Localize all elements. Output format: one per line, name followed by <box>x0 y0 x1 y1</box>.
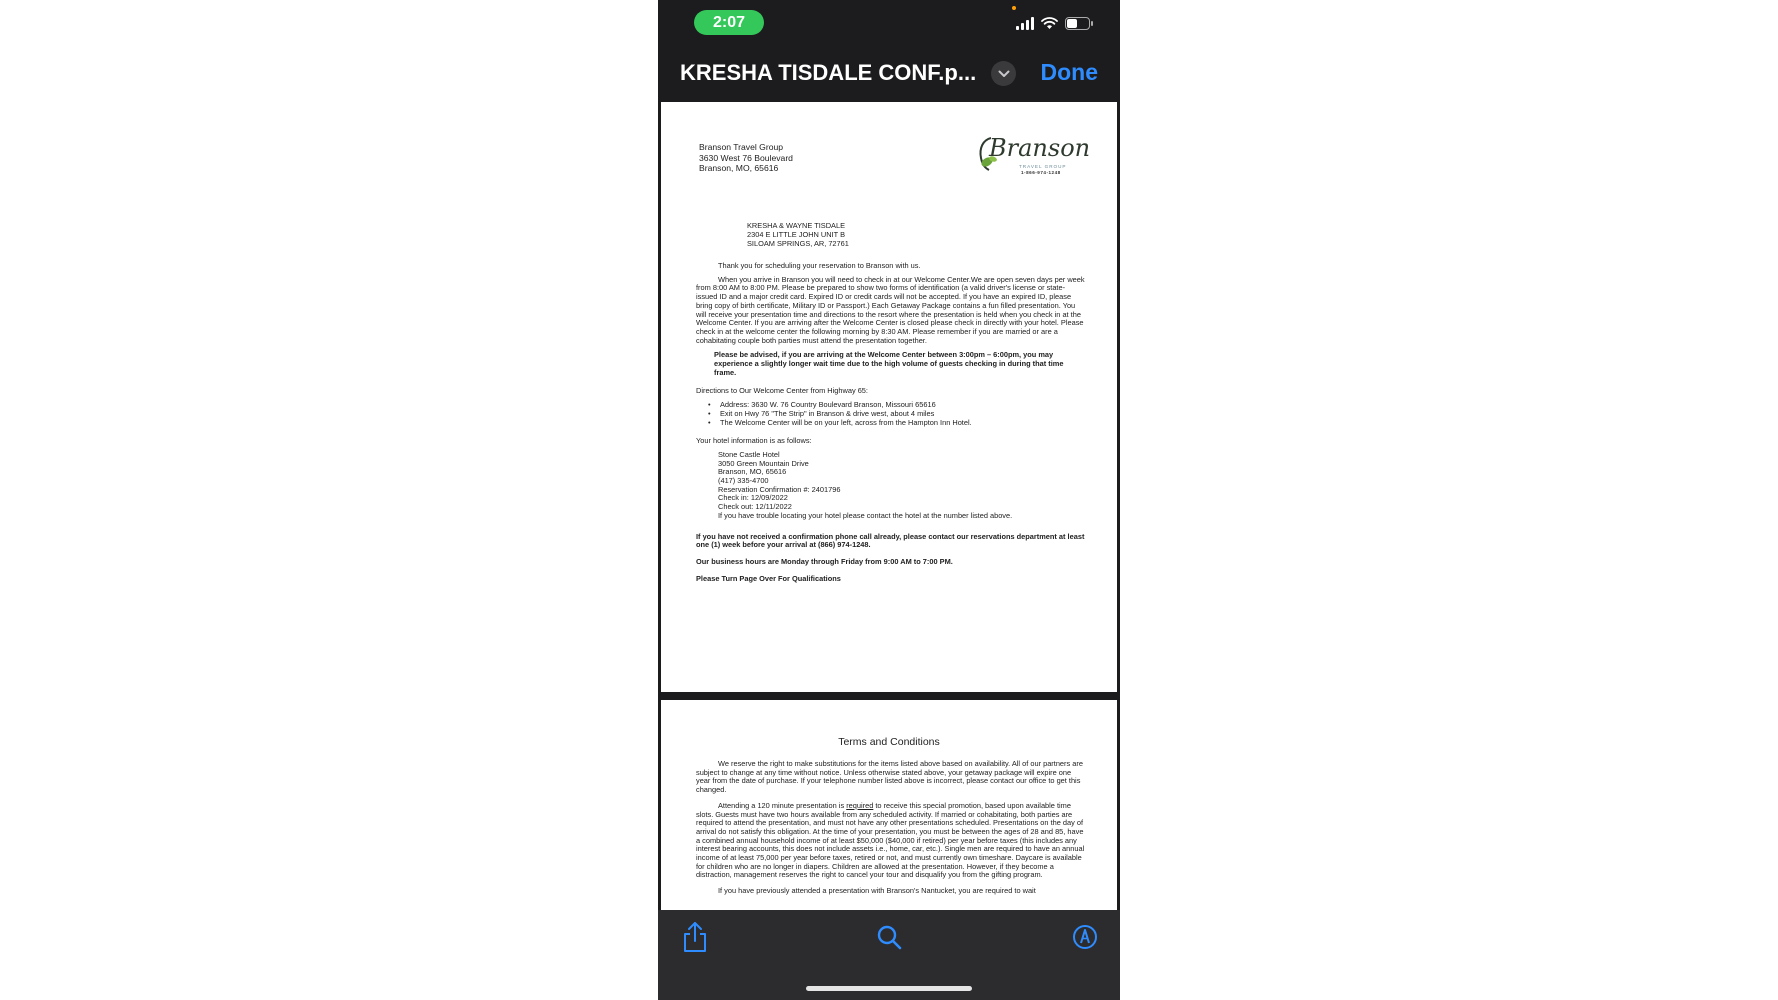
recipient-line: SILOAM SPRINGS, AR, 72761 <box>747 238 849 248</box>
status-bar <box>658 0 1120 44</box>
share-button[interactable] <box>678 920 712 954</box>
sender-address <box>699 142 793 174</box>
phone-screen <box>658 0 1120 1000</box>
sender-line: Branson Travel Group <box>699 142 784 152</box>
sender-line: Branson, MO, 65616 <box>699 163 779 173</box>
hotel-line: (417) 335-4700 <box>718 476 769 486</box>
hotel-line: Branson, MO, 65616 <box>718 467 787 477</box>
battery-icon <box>1065 17 1090 30</box>
hotel-info <box>696 451 1086 521</box>
wifi-icon <box>1041 17 1058 30</box>
letter-body <box>696 262 1086 588</box>
directions-item: • Exit on Hwy 76 "The Strip" in Branson & drive west, about 4 miles <box>708 410 1086 419</box>
confirmation-note: If you have not received a confirmation phone call already, please contact our reservations department at least one (1) week before your arrival at (866) 974-1248. <box>696 531 1085 550</box>
terms-text: Attending a 120 minute presentation is <box>718 800 847 810</box>
hotel-line: Stone Castle Hotel <box>718 449 780 459</box>
terms-paragraph: If you have previously attended a presentation with Branson's Nantucket, you are required to wait <box>718 886 1036 896</box>
logo-subtitle: TRAVEL GROUP <box>1019 164 1067 169</box>
nav-bar <box>658 52 1120 96</box>
cellular-signal-icon <box>1016 16 1034 30</box>
terms-body <box>696 760 1086 903</box>
terms-paragraph: We reserve the right to make substitutions for the items listed above based on availability. All of our partners are subject to change at any time without notice. Unless otherwise stated above, your getaway package will expire one year from the date of purchase. If your telephone number listed above is incorrect, please contact our office to get this changed. <box>696 759 1083 795</box>
terms-title: Terms and Conditions <box>838 736 940 748</box>
title-menu-button[interactable] <box>991 61 1016 86</box>
document-page-1[interactable] <box>661 102 1117 692</box>
advisory-paragraph: Please be advised, if you are arriving at the Welcome Center between 3:00pm – 6:00pm, you may experience a slightly longer wait time due to the high volume of guests checking in during that time frame. <box>714 350 1064 377</box>
directions-heading: Directions to Our Welcome Center from Highway 65: <box>696 386 868 396</box>
directions-item: • Address: 3630 W. 76 Country Boulevard Branson, Missouri 65616 <box>708 401 1086 410</box>
terms-text: to receive this special promotion, based upon available time slots. Guests must have two hours available from any scheduled activity. If married or cohabitating, both parties are required to attend the presentation, and must not have any other presentations scheduled. Presentations on the day of arrival do not satisfy this obligation. At the time of your presentation, you must be between the ages of 28 and 85, have a combined annual household income of at least $50,000 ($40,000 if retired) per year before taxes (this includes any interest bearing accounts, this does not include assets i.e., home, car, etc.). Single men are required to have an annual income of at least 75,000 per year before taxes, retired or not, and must currently own timeshare. Daycare is available for children who are no longer in diapers. Children are allowed at the presentation. However, if they become a distraction, management reserves the right to cancel your tour and disqualify you from the gifting program. <box>696 800 1085 880</box>
required-text: required <box>846 800 874 810</box>
directions-item: • The Welcome Center will be on your left, across from the Hampton Inn Hotel. <box>708 419 1086 428</box>
recipient-line: KRESHA & WAYNE TISDALE <box>747 221 846 230</box>
branson-logo <box>975 134 1091 178</box>
logo-wordmark: Branson <box>989 134 1091 162</box>
chevron-down-icon <box>998 70 1010 78</box>
hotel-line: If you have trouble locating your hotel please contact the hotel at the number listed above. <box>718 510 1013 520</box>
status-icons <box>1016 14 1090 32</box>
document-title[interactable]: KRESHA TISDALE CONF.p... <box>680 60 977 85</box>
thanks-paragraph: Thank you for scheduling your reservation to Branson with us. <box>718 261 921 270</box>
welcome-paragraph: When you arrive in Branson you will need to check in at our Welcome Center.We are open seven days per week from 8:00 AM to 8:00 PM. Please be prepared to show two forms of identification (a valid driver's license or state-issued ID and a major credit card. Expired ID or credit cards will not be accepted. If you have an expired ID, please bring copy of birth certificate, Military ID or Passport.) Each Getaway Package contains a fun filled presentation. You will receive your presentation time and directions to the resort where the presentation is held when you check in at the Welcome Center. If you are arriving after the Welcome Center is closed please check in directly with your hotel. Please check in at the welcome center the following morning by 8:30 AM. Please remember if you are married or are a cohabitating couple both parties must attend the presentation together. <box>696 274 1085 345</box>
share-icon <box>682 921 708 953</box>
business-hours-note: Our business hours are Monday through Friday from 9:00 AM to 7:00 PM. <box>696 556 953 566</box>
search-button[interactable] <box>872 920 906 954</box>
markup-button[interactable] <box>1068 920 1102 954</box>
terms-paragraph <box>696 802 1086 880</box>
logo-phone: 1-866-974-1248 <box>1021 170 1061 175</box>
markup-icon <box>1072 924 1098 950</box>
directions-list <box>696 401 1086 427</box>
home-indicator[interactable] <box>806 986 972 991</box>
document-page-2[interactable] <box>661 700 1117 910</box>
bottom-toolbar <box>658 910 1120 1000</box>
privacy-indicator-dot <box>1012 6 1016 10</box>
status-time[interactable]: 2:07 <box>694 10 764 35</box>
hotel-line: 3050 Green Mountain Drive <box>718 458 809 468</box>
sender-line: 3630 West 76 Boulevard <box>699 152 793 163</box>
done-button[interactable]: Done <box>1040 59 1098 85</box>
recipient-address <box>747 222 849 248</box>
turn-page-note: Please Turn Page Over For Qualifications <box>696 573 841 583</box>
hotel-line: Check in: 12/09/2022 <box>718 493 788 503</box>
recipient-line: 2304 E LITTLE JOHN UNIT B <box>747 229 846 239</box>
hotel-heading: Your hotel information is as follows: <box>696 436 812 446</box>
search-icon <box>876 924 902 950</box>
hotel-line: Check out: 12/11/2022 <box>718 502 792 512</box>
hotel-line: Reservation Confirmation #: 2401796 <box>718 484 841 494</box>
